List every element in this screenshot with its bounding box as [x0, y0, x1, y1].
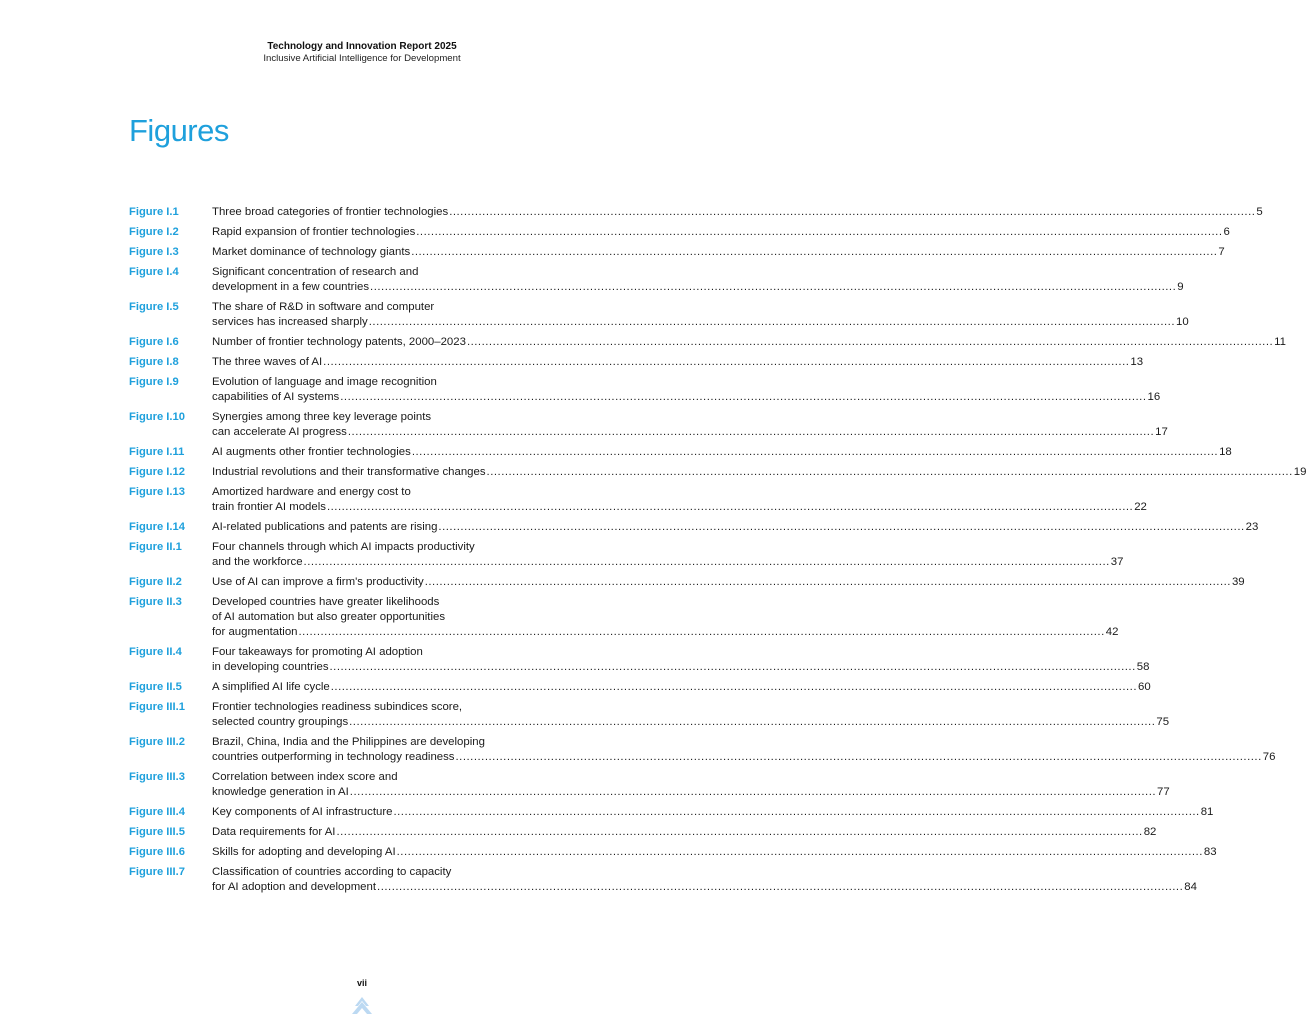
toc-entry[interactable] [129, 445, 1232, 460]
figure-title-last-line [212, 555, 1123, 570]
figure-title-line: of AI automation but also greater opportunities [212, 611, 446, 623]
figure-title [212, 375, 1160, 405]
figure-title-text: Data requirements for AI [212, 826, 336, 838]
figure-title-text: Skills for adopting and developing AI [212, 846, 396, 858]
toc-entry[interactable] [129, 540, 1124, 570]
dot-leader: ............................................................................................................................................................................................................................ [449, 206, 1256, 218]
figure-title-text: The three waves of AI [212, 356, 323, 368]
figure-title-last-line [212, 205, 1263, 220]
page-ref: 7 [1218, 246, 1225, 258]
figure-number: Figure III.5 [129, 826, 185, 838]
figure-number: Figure I.10 [129, 411, 185, 423]
figure-title [212, 575, 1245, 590]
figure-title-line: Brazil, China, India and the Philippines are developing [212, 736, 485, 748]
toc-entry[interactable] [129, 410, 1168, 440]
figure-title [212, 865, 1197, 895]
figure-number: Figure II.2 [129, 576, 182, 588]
figure-title [212, 540, 1123, 570]
page-ref: 22 [1134, 501, 1147, 513]
figure-title [212, 225, 1230, 240]
figure-title-text: AI-related publications and patents are rising [212, 521, 438, 533]
figure-number: Figure I.4 [129, 266, 179, 278]
page-ref: 17 [1155, 426, 1168, 438]
page-ref: 19 [1293, 466, 1306, 478]
figure-title [212, 770, 1170, 800]
figures-list [129, 205, 1306, 900]
figure-number: Figure II.4 [129, 646, 182, 658]
figure-title-last-line [212, 575, 1245, 590]
running-header [0, 41, 724, 65]
dot-leader: ............................................................................................................................................................................................................................ [396, 846, 1203, 858]
figure-title-last-line [212, 715, 1169, 730]
page-title: Figures [129, 113, 229, 148]
dot-leader: ............................................................................................................................................................................................................................ [370, 281, 1177, 293]
figure-title-text: Number of frontier technology patents, 2000–2023 [212, 336, 466, 348]
toc-entry[interactable] [129, 735, 1276, 765]
dot-leader: ............................................................................................................................................................................................................................ [424, 576, 1231, 588]
page-ref: 83 [1203, 846, 1217, 858]
dot-leader: ............................................................................................................................................................................................................................ [349, 716, 1156, 728]
toc-entry[interactable] [129, 485, 1147, 515]
figure-title-text: in developing countries [212, 661, 329, 673]
dot-leader: ............................................................................................................................................................................................................................ [303, 556, 1110, 568]
figure-title-text: and the workforce [212, 556, 303, 568]
figure-title [212, 520, 1258, 535]
dot-leader: ............................................................................................................................................................................................................................ [411, 246, 1218, 258]
figure-number: Figure I.11 [129, 446, 185, 458]
figure-title-line: Developed countries have greater likelihoods [212, 596, 440, 608]
dot-leader: ............................................................................................................................................................................................................................ [368, 316, 1175, 328]
dot-leader: ............................................................................................................................................................................................................................ [455, 751, 1262, 763]
figure-title-text: Key components of AI infrastructure [212, 806, 393, 818]
figure-title-line: Four channels through which AI impacts productivity [212, 541, 475, 553]
figure-title [212, 845, 1217, 860]
figure-number: Figure I.5 [129, 301, 179, 313]
figure-title [212, 300, 1189, 330]
figure-title [212, 245, 1225, 260]
toc-entry[interactable] [129, 465, 1306, 480]
figure-title [212, 445, 1232, 460]
dot-leader: ............................................................................................................................................................................................................................ [323, 356, 1130, 368]
page-ref: 42 [1105, 626, 1119, 638]
figure-title [212, 410, 1168, 440]
page-ref: 39 [1231, 576, 1245, 588]
toc-entry[interactable] [129, 700, 1170, 730]
figure-title [212, 645, 1149, 675]
figure-title-text: Industrial revolutions and their transformative changes [212, 466, 486, 478]
dot-leader: ............................................................................................................................................................................................................................ [466, 336, 1274, 348]
figure-title-line: Significant concentration of research and [212, 266, 419, 278]
figure-title-text: development in a few countries [212, 281, 370, 293]
toc-entry[interactable] [129, 205, 1263, 220]
figure-title-text: AI augments other frontier technologies [212, 446, 411, 458]
figure-number: Figure I.13 [129, 486, 185, 498]
figure-title-text: can accelerate AI progress [212, 426, 347, 438]
toc-entry[interactable] [129, 770, 1170, 800]
figure-title [212, 700, 1169, 730]
dot-leader: ............................................................................................................................................................................................................................ [349, 786, 1157, 798]
toc-entry[interactable] [129, 335, 1286, 350]
toc-entry[interactable] [129, 375, 1161, 405]
figure-title-text: A simplified AI life cycle [212, 681, 330, 693]
figure-number: Figure III.2 [129, 736, 185, 748]
dot-leader: ............................................................................................................................................................................................................................ [330, 681, 1137, 693]
figure-number: Figure I.3 [129, 246, 179, 258]
figure-number: Figure III.4 [129, 806, 185, 818]
page-ref: 76 [1262, 751, 1276, 763]
dot-leader: ............................................................................................................................................................................................................................ [340, 391, 1147, 403]
dot-leader: ............................................................................................................................................................................................................................ [377, 881, 1184, 893]
toc-entry[interactable] [129, 225, 1230, 240]
figure-title-text: for augmentation [212, 626, 298, 638]
figure-title [212, 485, 1147, 515]
figure-title-text: knowledge generation in AI [212, 786, 349, 798]
figure-title-text: Market dominance of technology giants [212, 246, 411, 258]
figure-number: Figure II.5 [129, 681, 182, 693]
figure-number: Figure I.2 [129, 226, 179, 238]
figure-title-text: Rapid expansion of frontier technologies [212, 226, 416, 238]
figure-title-last-line [212, 500, 1147, 515]
page-number: vii [356, 978, 367, 988]
figure-title [212, 205, 1263, 220]
figure-title-text: capabilities of AI systems [212, 391, 340, 403]
page-ref: 37 [1110, 556, 1124, 568]
page-ref: 11 [1274, 336, 1286, 348]
figure-title-text: Use of AI can improve a firm's productivity [212, 576, 424, 588]
dot-leader: ............................................................................................................................................................................................................................ [393, 806, 1200, 818]
toc-entry[interactable] [129, 300, 1189, 330]
figure-title-line: Synergies among three key leverage points [212, 411, 432, 423]
figure-number: Figure I.1 [129, 206, 179, 218]
figure-title-last-line [212, 335, 1286, 350]
figure-title-last-line [212, 520, 1258, 535]
toc-entry[interactable] [129, 865, 1197, 895]
dot-leader: ............................................................................................................................................................................................................................ [326, 501, 1134, 513]
figure-title [212, 805, 1213, 820]
figure-title-line: Frontier technologies readiness subindices score, [212, 701, 463, 713]
figure-title [212, 595, 1118, 640]
figure-title-last-line [212, 355, 1143, 370]
toc-entry[interactable] [129, 680, 1151, 695]
figure-title-text: countries outperforming in technology readiness [212, 751, 455, 763]
dot-leader: ............................................................................................................................................................................................................................ [486, 466, 1293, 478]
figure-title-line: Correlation between index score and [212, 771, 398, 783]
figure-number: Figure I.6 [129, 336, 179, 348]
figure-title-last-line [212, 425, 1168, 440]
page-ref: 58 [1136, 661, 1150, 673]
toc-entry[interactable] [129, 645, 1150, 675]
report-title: Technology and Innovation Report 2025 [267, 41, 457, 52]
toc-entry[interactable] [129, 845, 1217, 860]
dot-leader: ............................................................................................................................................................................................................................ [416, 226, 1223, 238]
figure-title-last-line [212, 680, 1151, 695]
page-ref: 10 [1175, 316, 1189, 328]
toc-entry[interactable] [129, 520, 1259, 535]
figure-title-line: Classification of countries according to capacity [212, 866, 452, 878]
figure-title-last-line [212, 465, 1306, 480]
figure-title-line: The share of R&D in software and computer [212, 301, 435, 313]
page-ref: 9 [1177, 281, 1184, 293]
page-ref: 6 [1223, 226, 1230, 238]
figure-title-last-line [212, 390, 1160, 405]
toc-entry[interactable] [129, 245, 1225, 260]
page-ref: 13 [1130, 356, 1144, 368]
page-ref: 23 [1245, 521, 1259, 533]
figure-title-last-line [212, 660, 1149, 675]
page-ref: 77 [1157, 786, 1170, 798]
figure-title-last-line [212, 315, 1189, 330]
figure-number: Figure I.9 [129, 376, 179, 388]
figure-title-last-line [212, 880, 1197, 895]
figure-title [212, 735, 1275, 765]
figure-title [212, 825, 1156, 840]
figure-title [212, 680, 1151, 695]
figure-title-text: selected country groupings [212, 716, 349, 728]
page-ref: 81 [1200, 806, 1214, 818]
figure-title-last-line [212, 805, 1213, 820]
page-ref: 75 [1156, 716, 1170, 728]
report-subtitle: Inclusive Artificial Intelligence for Development [263, 53, 461, 64]
page-ref: 16 [1147, 391, 1161, 403]
dot-leader: ............................................................................................................................................................................................................................ [329, 661, 1136, 673]
figure-title-line: Amortized hardware and energy cost to [212, 486, 411, 498]
figure-title-line: Evolution of language and image recognition [212, 376, 437, 388]
figure-number: Figure I.8 [129, 356, 179, 368]
dot-leader: ............................................................................................................................................................................................................................ [411, 446, 1219, 458]
dot-leader: ............................................................................................................................................................................................................................ [298, 626, 1105, 638]
figure-title-text: Three broad categories of frontier technologies [212, 206, 449, 218]
figure-number: Figure II.1 [129, 541, 182, 553]
figure-title [212, 355, 1143, 370]
figure-title [212, 265, 1184, 295]
figure-title-text: train frontier AI models [212, 501, 326, 513]
page-ref: 5 [1256, 206, 1263, 218]
toc-entry[interactable] [129, 355, 1144, 370]
figure-number: Figure III.7 [129, 866, 185, 878]
dot-leader: ............................................................................................................................................................................................................................ [438, 521, 1245, 533]
toc-entry[interactable] [129, 805, 1214, 820]
figure-title-last-line [212, 750, 1275, 765]
figure-title-last-line [212, 225, 1230, 240]
toc-entry[interactable] [129, 575, 1245, 590]
figure-number: Figure III.1 [129, 701, 185, 713]
figure-number: Figure II.3 [129, 596, 182, 608]
page-ref: 18 [1219, 446, 1232, 458]
figure-title-last-line [212, 845, 1217, 860]
figure-title [212, 335, 1286, 350]
figure-title-line: Four takeaways for promoting AI adoption [212, 646, 423, 658]
page-ref: 60 [1137, 681, 1151, 693]
page-ref: 84 [1184, 881, 1197, 893]
figure-title-last-line [212, 445, 1232, 460]
toc-entry[interactable] [129, 825, 1157, 840]
page-ref: 82 [1143, 826, 1157, 838]
figure-number: Figure III.6 [129, 846, 185, 858]
figure-title-text: for AI adoption and development [212, 881, 377, 893]
figure-number: Figure I.14 [129, 521, 185, 533]
figure-number: Figure I.12 [129, 466, 185, 478]
dot-leader: ............................................................................................................................................................................................................................ [347, 426, 1155, 438]
figure-title-last-line [212, 625, 1118, 640]
figure-title-text: services has increased sharply [212, 316, 368, 328]
figure-title [212, 465, 1306, 480]
figure-number: Figure III.3 [129, 771, 185, 783]
figure-title-last-line [212, 280, 1184, 295]
toc-entry[interactable] [129, 595, 1119, 640]
chevron-up-icon[interactable] [351, 996, 373, 1016]
figure-title-last-line [212, 245, 1225, 260]
dot-leader: ............................................................................................................................................................................................................................ [336, 826, 1143, 838]
figure-title-last-line [212, 785, 1170, 800]
toc-entry[interactable] [129, 265, 1184, 295]
figure-title-last-line [212, 825, 1156, 840]
